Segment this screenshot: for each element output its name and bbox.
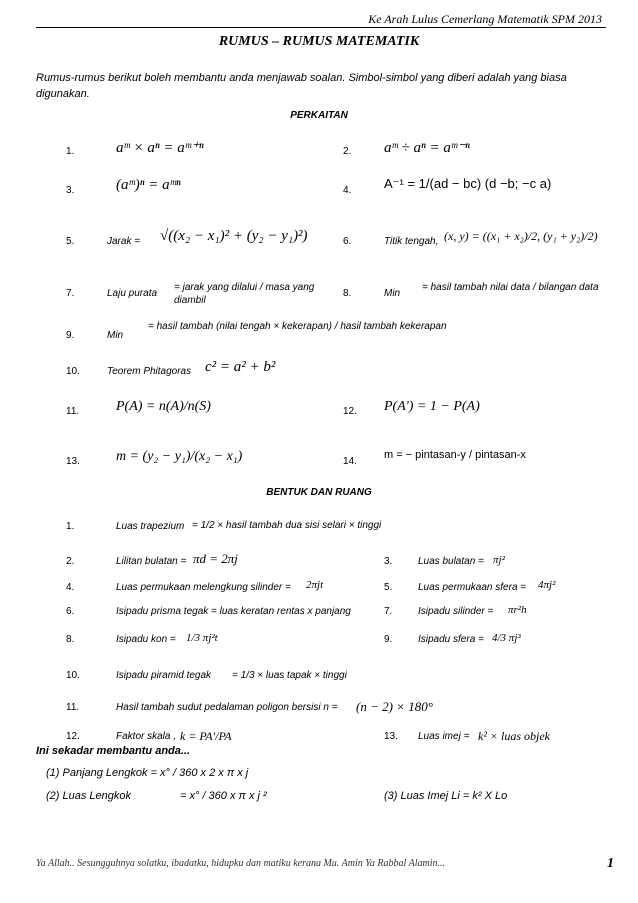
formula-text: = hasil tambah (nilai tengah × kekerapan) / hasil tambah kekerapan (148, 321, 447, 332)
formula-text: (aᵐ)ⁿ = aᵐⁿ (116, 177, 181, 193)
item-label: Isipadu piramid tegak (116, 670, 212, 681)
item-label: Luas bulatan = (418, 556, 484, 567)
item-number: 9. (66, 330, 75, 341)
item-number: 2. (343, 146, 352, 157)
formula-midpoint (444, 229, 598, 244)
note-sector-area-label: (2) Luas Lengkok (46, 790, 131, 802)
formula-sphere-surface (538, 579, 555, 591)
item-label: Isipadu sfera = (418, 634, 484, 645)
note-image-area: (3) Luas Imej Li = k² X Lo (384, 790, 508, 802)
formula-mean-grouped (148, 320, 448, 333)
formula-trapezium (192, 520, 381, 531)
item-number: 14. (343, 456, 357, 467)
formula-text: k² × luas objek (478, 729, 551, 743)
formula-text: = 1/3 × luas tapak × tinggi (232, 670, 347, 681)
formula-text: πd = 2πj (193, 551, 238, 566)
item-number: 6. (66, 606, 75, 617)
item-label: Luas permukaan melengkung silinder = (116, 582, 291, 593)
item-number: 2. (66, 556, 75, 567)
formula-scale-factor (180, 729, 232, 744)
item-number: 8. (343, 288, 352, 299)
page-number: 1 (607, 856, 614, 871)
item-number: 8. (66, 634, 75, 645)
formula-inverse-matrix (384, 176, 551, 192)
formula-complement (384, 399, 480, 415)
formula-index-divide (384, 138, 470, 157)
formula-mean (422, 281, 602, 294)
formula-text: πj² (493, 554, 505, 566)
formula-text: = 1/2 × hasil tambah dua sisi selari × tinggi (192, 520, 382, 531)
item-label: Laju purata (107, 288, 158, 299)
item-number: 6. (343, 236, 352, 247)
item-number: 5. (66, 236, 75, 247)
formula-text: P(A') = 1 − P(A) (384, 399, 480, 414)
item-number: 7. (66, 288, 75, 299)
formula-text: 4/3 πj³ (492, 632, 521, 644)
formula-text: 2πjt (306, 579, 324, 591)
item-number: 1. (66, 146, 75, 157)
item-number: 4. (66, 582, 75, 593)
formula-polygon-angle (356, 699, 433, 715)
formula-text: πr²h (508, 604, 527, 616)
section-heading-perkaitan: PERKAITAN (290, 110, 348, 121)
note-arc-length: (1) Panjang Lengkok = x° / 360 x 2 x π x j (46, 767, 249, 779)
formula-average-speed (174, 281, 324, 307)
formula-index-power (116, 177, 181, 194)
formula-text: 1/3 πj²t (186, 632, 218, 644)
formula-gradient (116, 449, 242, 465)
item-number: 3. (66, 185, 75, 196)
formula-distance (160, 228, 308, 245)
item-label: Hasil tambah sudut pedalaman poligon bersisi n = (116, 702, 338, 713)
item-label: Isipadu kon = (116, 634, 176, 645)
formula-index-multiply (116, 138, 204, 157)
item-number: 11. (66, 702, 80, 713)
formula-text: m = (y₂ − y₁)/(x₂ − x₁) (116, 449, 243, 464)
item-number: 13. (66, 456, 80, 467)
item-label: Isipadu prisma tegak = luas keratan rentas x panjang (116, 606, 351, 617)
item-number: 10. (66, 670, 80, 681)
formula-circumference (193, 551, 238, 567)
item-label: Luas trapezium (116, 521, 185, 532)
item-label: Isipadu silinder = (418, 606, 494, 617)
item-number: 4. (343, 185, 352, 196)
item-label: Luas imej = (418, 731, 470, 742)
item-number: 5. (384, 582, 393, 593)
note-sector-area-formula: = x° / 360 x π x j ² (180, 790, 267, 802)
formula-cylinder-volume (508, 604, 527, 616)
header-top-title: Ke Arah Lulus Cemerlang Matematik SPM 2013 (368, 12, 602, 26)
item-number: 1. (66, 521, 75, 532)
formula-text: √((x₂ − x₁)² + (y₂ − y₁)²) (160, 228, 308, 244)
formula-pythagoras (205, 359, 275, 376)
formula-text: (x, y) = ((x₁ + x₂)/2, (y₁ + y₂)/2) (444, 229, 598, 243)
formula-text: = hasil tambah nilai data / bilangan data (422, 282, 599, 293)
item-label: Lilitan bulatan = (116, 556, 187, 567)
item-label: Min (107, 330, 124, 341)
item-label: Teorem Phitagoras (107, 366, 192, 377)
formula-circle-area (493, 554, 505, 566)
formula-text: = jarak yang dilalui / masa yang diambil (174, 282, 315, 306)
section-heading-bentuk: BENTUK DAN RUANG (266, 487, 372, 498)
item-label: Titik tengah, (384, 236, 439, 247)
formula-cone-volume (186, 632, 218, 644)
item-number: 12. (343, 406, 357, 417)
item-number: 10. (66, 366, 80, 377)
formula-text: aᵐ × aⁿ = aᵐ⁺ⁿ (116, 140, 204, 156)
formula-pyramid-volume (232, 670, 347, 681)
item-label: Jarak = (107, 236, 141, 247)
formula-text: aᵐ ÷ aⁿ = aᵐ⁻ⁿ (384, 140, 470, 156)
item-label: Faktor skala , (116, 731, 177, 742)
formula-cylinder-surface (306, 579, 323, 591)
item-number: 13. (384, 731, 398, 742)
formula-sphere-volume (492, 632, 521, 644)
formula-text: m = − pintasan-y / pintasan-x (384, 449, 526, 461)
formula-gradient-intercept (384, 449, 526, 461)
formula-text: P(A) = n(A)/n(S) (116, 399, 211, 414)
notes-heading: Ini sekadar membantu anda... (36, 745, 191, 757)
formula-text: 4πj² (538, 579, 556, 591)
item-number: 7. (384, 606, 393, 617)
item-number: 12. (66, 731, 80, 742)
formula-text: c² = a² + b² (205, 359, 276, 375)
formula-text: (n − 2) × 180° (356, 699, 433, 714)
header-divider (36, 27, 606, 28)
item-number: 9. (384, 634, 393, 645)
intro-text: Rumus-rumus berikut boleh membantu anda menjawab soalan. Simbol-simbol yang diberi adalah yang biasa digunakan. (36, 72, 567, 100)
formula-text: k = PA'/PA (180, 729, 232, 743)
page-title: RUMUS – RUMUS MATEMATIK (218, 34, 420, 49)
item-number: 3. (384, 556, 393, 567)
formula-image-area (478, 729, 550, 744)
item-label: Min (384, 288, 401, 299)
item-number: 11. (66, 406, 80, 417)
formula-probability (116, 399, 211, 415)
formula-text: A⁻¹ = 1/(ad − bc) (d −b; −c a) (384, 176, 552, 191)
item-label: Luas permukaan sfera = (418, 582, 527, 593)
footer-text: Ya Allah.. Sesungguhnya solatku, ibadatku, hidupku dan matiku kerana Mu. Amin Ya Rabbal Alamin... (36, 858, 445, 869)
